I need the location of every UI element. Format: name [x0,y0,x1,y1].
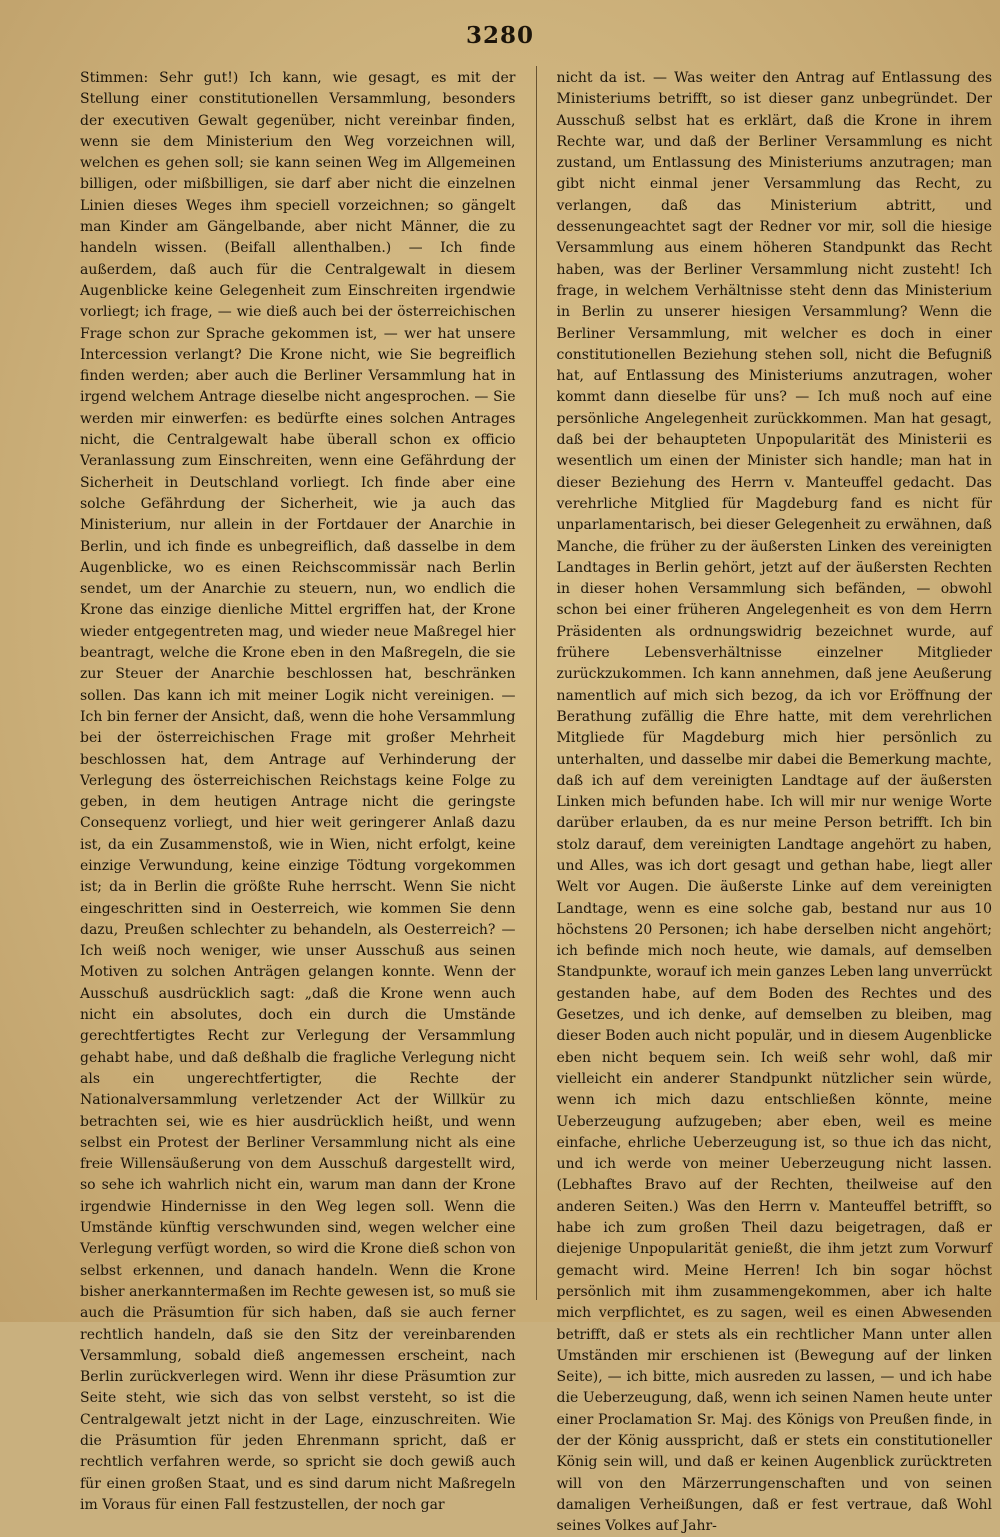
text-columns [80,68,992,1535]
right-column-text: nicht da ist. — Was weiter den Antrag auf Entlassung des Ministeriums betrifft, so ist dieser ganz unbegründet. Der Ausschuß selbst hat es erklärt, daß die Krone in ihrem Rechte war, und daß der Berliner Versammlung es nicht zustand, um Entlassung des Ministeriums anzutragen; man gibt nicht einmal jener Versammlung das Recht, zu verlangen, daß das Ministerium abtritt, und dessenungeachtet sagt der Redner vor mir, soll die hiesige Versammlung aus einem höheren Standpunkt das Recht haben, was der Berliner Versammlung nicht zusteht! Ich frage, in welchem Verhältnisse steht denn das Ministerium in Berlin zu unserer hiesigen Versammlung? Wenn die Berliner Versammlung, mit welcher es doch in einer constitutionellen Beziehung stehen soll, nicht die Befugniß hat, auf Entlassung des Ministeriums anzutragen, woher kommt dann dieselbe für uns? — Ich muß noch auf eine persönliche Angelegenheit zurückkommen. Man hat gesagt, daß bei der behaupteten Unpopularität des Ministerii es wesentlich um einen der Minister sich handle; man hat in dieser Beziehung des Herrn v. Manteuffel gedacht. Das verehrliche Mitglied für Magdeburg fand es nicht für unparlamentarisch, bei dieser Gelegenheit zu erwähnen, daß Manche, die früher zu der äußersten Linken des vereinigten Landtages in Berlin gehört, jetzt auf der äußersten Rechten in dieser hohen Versammlung sich befänden, — obwohl schon bei einer früheren Angelegenheit es von dem Herrn Präsidenten als ordnungswidrig bezeichnet wurde, auf frühere Lebensverhältnisse einzelner Mitglieder zurückzukommen. Ich kann annehmen, daß jene Aeußerung namentlich auf mich sich bezog, da ich vor Eröffnung der Berathung zufällig die Ehre hatte, mit dem verehrlichen Mitgliede für Magdeburg mich hier persönlich zu unterhalten, und dasselbe mir dabei die Bemerkung machte, daß ich auf dem vereinigten Landtage auf der äußersten Linken mich befunden habe. Ich will mir nur wenige Worte darüber erlauben, da es nur meine Person betrifft. Ich bin stolz darauf, dem vereinigten Landtage angehört zu haben, und Alles, was ich dort gesagt und gethan habe, liegt aller Welt vor Augen. Die äußerste Linke auf dem vereinigten Landtage, wenn es eine solche gab, bestand nur aus 10 höchstens 20 Personen; ich habe derselben nicht angehört; ich befinde mich noch heute, wie damals, auf demselben Standpunkte, worauf ich mein ganzes Leben lang unverrückt gestanden habe, auf dem Boden des Rechtes und des Gesetzes, und ich denke, auf demselben zu bleiben, mag dieser Boden auch nicht populär, und in diesem Augenblicke eben nicht bequem sein. Ich weiß sehr wohl, daß mir vielleicht ein anderer Standpunkt nützlicher sein würde, wenn ich mich dazu entschließen könnte, meine Ueberzeugung aufzugeben; aber eben, weil es meine einfache, ehrliche Ueberzeugung ist, so thue ich das nicht, und ich werde von meiner Ueberzeugung nicht lassen. (Lebhaftes Bravo auf der Rechten, theilweise auf den anderen Seiten.) Was den Herrn v. Manteuffel betrifft, so habe ich zum großen Theil dazu beigetragen, daß er diejenige Unpopularität genießt, die ihm jetzt zum Vorwurf gemacht wird. Meine Herren! Ich bin sogar höchst persönlich mit ihm zusammengekommen, aber ich halte mich verpflichtet, es zu sagen, weil es einen Abwesenden betrifft, daß er stets als ein rechtlicher Mann unter allen Umständen mir erschienen ist (Bewegung auf der linken Seite), — ich bitte, mich ausreden zu lassen, — und ich habe die Ueberzeugung, daß, wenn ich seinen Namen heute unter einer Proclamation Sr. Maj. des Königs von Preußen finde, in der der König ausspricht, daß er stets ein constitutioneller König sein will, und daß er keinen Augenblick zurücktreten will von den Märzerrungenschaften und von seinen damaligen Verheißungen, daß er fest vertraue, daß Wohl seines Volkes auf Jahr- [556,70,992,1535]
left-column-text: Stimmen: Sehr gut!) Ich kann, wie gesagt, es mit der Stellung einer constitutionellen Versammlung, besonders der executiven Gewalt gegenüber, nicht vereinbar finden, wenn sie dem Ministerium den Weg vorzeichnen will, welchen es gehen soll; sie kann seinen Weg im Allgemeinen billigen, oder mißbilligen, sie darf aber nicht die einzelnen Linien dieses Weges ihm speciell vorzeichnen; so gängelt man Kinder am Gängelbande, aber nicht Männer, die zu handeln wissen. (Beifall allenthalben.) — Ich finde außerdem, daß auch für die Centralgewalt in diesem Augenblicke keine Gelegenheit zum Einschreiten irgendwie vorliegt; ich frage, — wie dieß auch bei der österreichischen Frage schon zur Sprache gekommen ist, — wer hat unsere Intercession verlangt? Die Krone nicht, wie Sie begreiflich finden werden; aber auch die Berliner Versammlung hat in irgend welchem Antrage dieselbe nicht angesprochen. — Sie werden mir einwerfen: es bedürfte eines solchen Antrages nicht, die Centralgewalt habe überall schon ex officio Veranlassung zum Einschreiten, wenn eine Gefährdung der Sicherheit in Deutschland vorliegt. Ich finde aber eine solche Gefährdung der Sicherheit, wie ja auch das Ministerium, nur allein in der Fortdauer der Anarchie in Berlin, und ich finde es unbegreiflich, daß dasselbe in dem Augenblicke, wo es einen Reichscommissär nach Berlin sendet, um der Anarchie zu steuern, nun, wo endlich die Krone das einzige dienliche Mittel ergriffen hat, der Krone wieder entgegentreten mag, und wieder neue Maßregel hier beantragt, welche die Krone eben in den Maßregeln, die sie zur Steuer der Anarchie beschlossen hat, beschränken sollen. Das kann ich mit meiner Logik nicht vereinigen. — Ich bin ferner der Ansicht, daß, wenn die hohe Versammlung bei der österreichischen Frage mit großer Mehrheit beschlossen hat, dem Antrage auf Verhinderung der Verlegung des österreichischen Reichstags keine Folge zu geben, in dem heutigen Antrage nicht die geringste Consequenz vorliegt, und hier weit geringerer Anlaß dazu ist, da ein Zusammenstoß, wie in Wien, nicht erfolgt, keine einzige Verwundung, keine einzige Tödtung vorgekommen ist; da in Berlin die größte Ruhe herrscht. Wenn Sie nicht eingeschritten sind in Oesterreich, wie kommen Sie denn dazu, Preußen schlechter zu behandeln, als Oesterreich? — Ich weiß noch weniger, wie unser Ausschuß aus seinen Motiven zu solchen Anträgen gelangen konnte. Wenn der Ausschuß ausdrücklich sagt: „daß die Krone wenn auch nicht ein absolutes, doch ein durch die Umstände gerechtfertigtes Recht zur Verlegung der Versammlung gehabt habe, und daß deßhalb die fragliche Verlegung nicht als ein ungerechtfertigter, die Rechte der Nationalversammlung verletzender Act der Willkür zu betrachten sei, wie es hier ausdrücklich heißt, und wenn selbst ein Protest der Berliner Versammlung nicht als eine freie Willensäußerung von dem Ausschuß dargestellt wird, so sehe ich wahrlich nicht ein, warum man dann der Krone irgendwie Hindernisse in den Weg legen soll. Wenn die Umstände künftig verschwunden sind, wegen welcher eine Verlegung verfügt worden, so wird die Krone dieß schon von selbst erkennen, und danach handeln. Wenn die Krone bisher anerkanntermaßen im Rechte gewesen ist, so muß sie auch die Präsumtion für sich haben, daß sie auch ferner rechtlich handeln, daß sie den Sitz der vereinbarenden Versammlung, sobald dieß angemessen erscheint, nach Berlin zurückverlegen wird. Wenn ihr diese Präsumtion zur Seite steht, wie sich das von selbst versteht, so ist die Centralgewalt jetzt nicht in der Lage, einzuschreiten. Wie die Präsumtion für jeden Ehrenmann spricht, daß er rechtlich verfahren werde, so spricht sie doch gewiß auch für einen großen Staat, und es sind darum nicht Maßregeln im Voraus für einen Fall festzustellen, der noch gar [80,70,516,1513]
column-divider [536,66,537,1300]
page-number: 3280 [465,22,534,49]
